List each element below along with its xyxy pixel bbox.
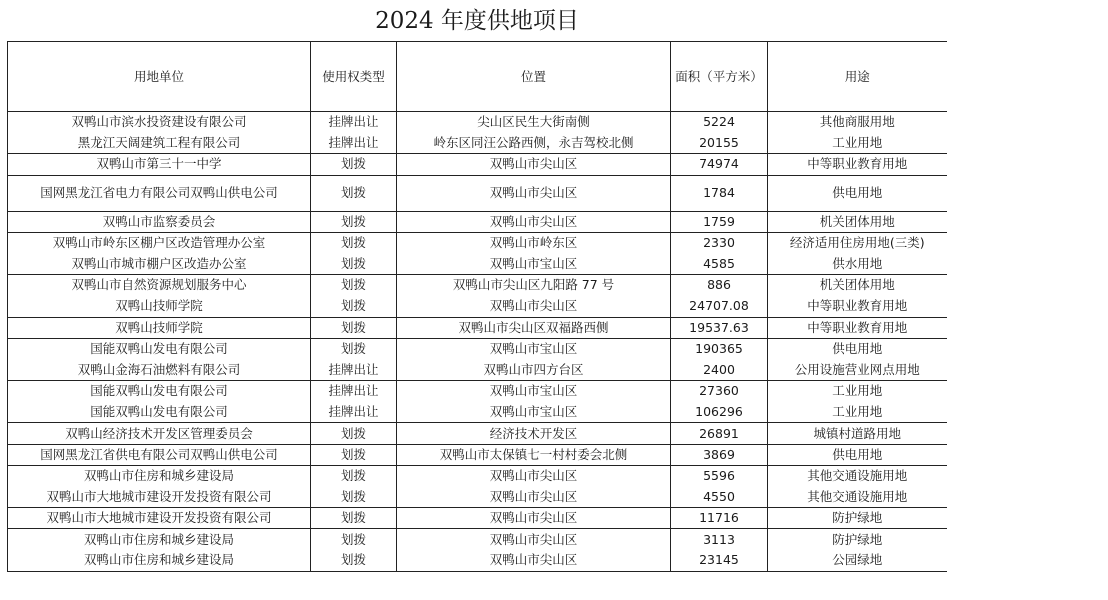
right-type-cell: 划拨 <box>311 487 397 508</box>
usage-cell: 经济适用住房用地(三类) <box>768 232 947 253</box>
land-user-cell: 双鸭山市监察委员会 <box>8 211 311 232</box>
location-cell: 双鸭山市尖山区 <box>397 296 671 317</box>
usage-cell: 中等职业教育用地 <box>768 154 947 175</box>
land-user-cell: 双鸭山市大地城市建设开发投资有限公司 <box>8 508 311 529</box>
table-row <box>8 402 947 423</box>
area-cell: 20155 <box>671 133 768 154</box>
table-header-row <box>8 42 947 112</box>
right-type-cell: 划拨 <box>311 175 397 211</box>
location-cell: 双鸭山市岭东区 <box>397 232 671 253</box>
area-cell: 3869 <box>671 444 768 465</box>
table-row <box>8 338 947 359</box>
table-row <box>8 487 947 508</box>
land-user-cell: 双鸭山市大地城市建设开发投资有限公司 <box>8 487 311 508</box>
right-type-cell: 划拨 <box>311 465 397 486</box>
location-cell: 双鸭山市宝山区 <box>397 381 671 402</box>
table-row <box>8 423 947 444</box>
land-user-cell: 双鸭山市住房和城乡建设局 <box>8 465 311 486</box>
right-type-cell: 挂牌出让 <box>311 112 397 133</box>
usage-cell: 供电用地 <box>768 175 947 211</box>
usage-cell: 城镇村道路用地 <box>768 423 947 444</box>
land-supply-table <box>7 41 947 572</box>
area-cell: 2330 <box>671 232 768 253</box>
table-row <box>8 508 947 529</box>
right-type-cell: 划拨 <box>311 508 397 529</box>
right-type-cell: 划拨 <box>311 296 397 317</box>
header-land-user: 用地单位 <box>8 42 311 112</box>
location-cell: 双鸭山市尖山区 <box>397 211 671 232</box>
table-row <box>8 381 947 402</box>
area-cell: 2400 <box>671 359 768 380</box>
land-user-cell: 国能双鸭山发电有限公司 <box>8 381 311 402</box>
right-type-cell: 划拨 <box>311 338 397 359</box>
usage-cell: 其他交通设施用地 <box>768 487 947 508</box>
land-user-cell: 双鸭山经济技术开发区管理委员会 <box>8 423 311 444</box>
usage-cell: 公用设施营业网点用地 <box>768 359 947 380</box>
table-row <box>8 296 947 317</box>
header-area: 面积（平方米） <box>671 42 768 112</box>
table-row <box>8 550 947 571</box>
usage-cell: 工业用地 <box>768 133 947 154</box>
land-user-cell: 双鸭山技师学院 <box>8 317 311 338</box>
header-right-type: 使用权类型 <box>311 42 397 112</box>
location-cell: 双鸭山市尖山区 <box>397 529 671 550</box>
land-user-cell: 黑龙江天阔建筑工程有限公司 <box>8 133 311 154</box>
usage-cell: 其他交通设施用地 <box>768 465 947 486</box>
table-row <box>8 175 947 211</box>
right-type-cell: 划拨 <box>311 275 397 296</box>
table-row <box>8 465 947 486</box>
location-cell: 双鸭山市四方台区 <box>397 359 671 380</box>
land-user-cell: 双鸭山技师学院 <box>8 296 311 317</box>
right-type-cell: 划拨 <box>311 423 397 444</box>
land-user-cell: 国能双鸭山发电有限公司 <box>8 338 311 359</box>
location-cell: 双鸭山市太保镇七一村村委会北侧 <box>397 444 671 465</box>
usage-cell: 中等职业教育用地 <box>768 317 947 338</box>
area-cell: 4585 <box>671 253 768 274</box>
location-cell: 经济技术开发区 <box>397 423 671 444</box>
area-cell: 5596 <box>671 465 768 486</box>
table-row <box>8 232 947 253</box>
table-row <box>8 211 947 232</box>
area-cell: 24707.08 <box>671 296 768 317</box>
location-cell: 岭东区同汪公路西侧，永吉驾校北侧 <box>397 133 671 154</box>
land-user-cell: 双鸭山市城市棚户区改造办公室 <box>8 253 311 274</box>
usage-cell: 中等职业教育用地 <box>768 296 947 317</box>
usage-cell: 供电用地 <box>768 338 947 359</box>
area-cell: 1784 <box>671 175 768 211</box>
header-location: 位置 <box>397 42 671 112</box>
location-cell: 双鸭山市尖山区 <box>397 550 671 571</box>
location-cell: 双鸭山市尖山区 <box>397 508 671 529</box>
usage-cell: 工业用地 <box>768 381 947 402</box>
area-cell: 11716 <box>671 508 768 529</box>
location-cell: 双鸭山市宝山区 <box>397 338 671 359</box>
location-cell: 双鸭山市宝山区 <box>397 253 671 274</box>
area-cell: 74974 <box>671 154 768 175</box>
land-user-cell: 双鸭山金海石油燃料有限公司 <box>8 359 311 380</box>
land-user-cell: 国网黑龙江省电力有限公司双鸭山供电公司 <box>8 175 311 211</box>
table-row <box>8 317 947 338</box>
usage-cell: 供水用地 <box>768 253 947 274</box>
area-cell: 27360 <box>671 381 768 402</box>
right-type-cell: 挂牌出让 <box>311 381 397 402</box>
location-cell: 双鸭山市宝山区 <box>397 402 671 423</box>
right-type-cell: 挂牌出让 <box>311 402 397 423</box>
land-user-cell: 双鸭山市第三十一中学 <box>8 154 311 175</box>
table-row <box>8 275 947 296</box>
area-cell: 23145 <box>671 550 768 571</box>
right-type-cell: 划拨 <box>311 550 397 571</box>
table-row <box>8 529 947 550</box>
usage-cell: 防护绿地 <box>768 529 947 550</box>
right-type-cell: 挂牌出让 <box>311 133 397 154</box>
usage-cell: 机关团体用地 <box>768 211 947 232</box>
right-type-cell: 划拨 <box>311 529 397 550</box>
usage-cell: 供电用地 <box>768 444 947 465</box>
header-usage: 用途 <box>768 42 947 112</box>
location-cell: 双鸭山市尖山区九阳路 77 号 <box>397 275 671 296</box>
location-cell: 双鸭山市尖山区 <box>397 154 671 175</box>
usage-cell: 其他商服用地 <box>768 112 947 133</box>
location-cell: 尖山区民生大街南侧 <box>397 112 671 133</box>
table-row <box>8 154 947 175</box>
land-user-cell: 双鸭山市岭东区棚户区改造管理办公室 <box>8 232 311 253</box>
right-type-cell: 划拨 <box>311 444 397 465</box>
table-row <box>8 112 947 133</box>
usage-cell: 机关团体用地 <box>768 275 947 296</box>
land-user-cell: 双鸭山市滨水投资建设有限公司 <box>8 112 311 133</box>
area-cell: 5224 <box>671 112 768 133</box>
right-type-cell: 挂牌出让 <box>311 359 397 380</box>
right-type-cell: 划拨 <box>311 253 397 274</box>
land-user-cell: 国能双鸭山发电有限公司 <box>8 402 311 423</box>
location-cell: 双鸭山市尖山区 <box>397 465 671 486</box>
area-cell: 1759 <box>671 211 768 232</box>
area-cell: 26891 <box>671 423 768 444</box>
land-user-cell: 双鸭山市自然资源规划服务中心 <box>8 275 311 296</box>
area-cell: 886 <box>671 275 768 296</box>
usage-cell: 公园绿地 <box>768 550 947 571</box>
location-cell: 双鸭山市尖山区 <box>397 487 671 508</box>
right-type-cell: 划拨 <box>311 211 397 232</box>
right-type-cell: 划拨 <box>311 232 397 253</box>
area-cell: 3113 <box>671 529 768 550</box>
area-cell: 106296 <box>671 402 768 423</box>
page-title: 2024 年度供地项目 <box>375 8 579 34</box>
location-cell: 双鸭山市尖山区 <box>397 175 671 211</box>
table-body <box>8 112 947 572</box>
land-user-cell: 双鸭山市住房和城乡建设局 <box>8 529 311 550</box>
area-cell: 19537.63 <box>671 317 768 338</box>
area-cell: 4550 <box>671 487 768 508</box>
land-user-cell: 双鸭山市住房和城乡建设局 <box>8 550 311 571</box>
usage-cell: 防护绿地 <box>768 508 947 529</box>
table-row <box>8 253 947 274</box>
location-cell: 双鸭山市尖山区双福路西侧 <box>397 317 671 338</box>
area-cell: 190365 <box>671 338 768 359</box>
table-row <box>8 359 947 380</box>
usage-cell: 工业用地 <box>768 402 947 423</box>
right-type-cell: 划拨 <box>311 317 397 338</box>
table-row <box>8 133 947 154</box>
land-user-cell: 国网黑龙江省供电有限公司双鸭山供电公司 <box>8 444 311 465</box>
table-row <box>8 444 947 465</box>
right-type-cell: 划拨 <box>311 154 397 175</box>
